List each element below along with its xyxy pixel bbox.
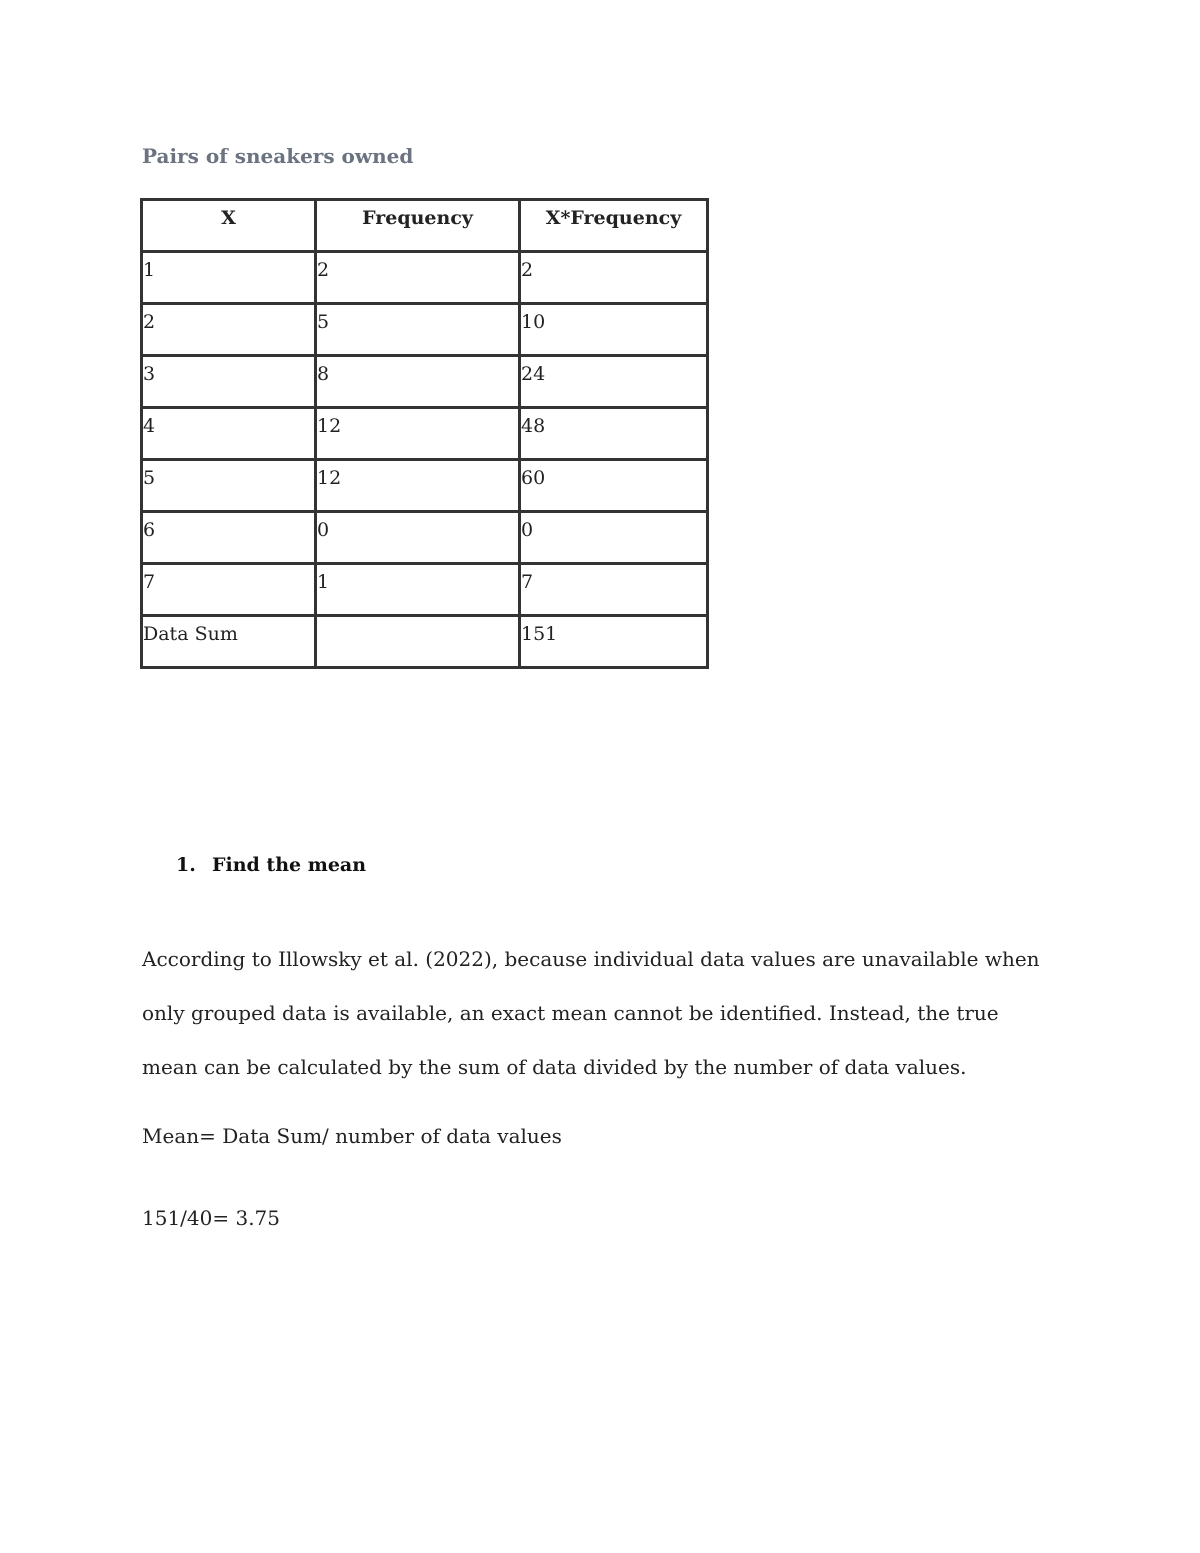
section-number: 1. [176,854,196,876]
header-x: X [142,200,316,252]
cell-frequency: 8 [316,356,520,408]
table-row [142,356,708,408]
cell-product: 10 [520,304,708,356]
table-row [142,512,708,564]
table-caption: Pairs of sneakers owned [142,144,414,168]
cell-product: 48 [520,408,708,460]
cell-frequency: 2 [316,252,520,304]
table-row-data-sum [142,616,708,668]
table-row [142,252,708,304]
body-paragraph: According to Illowsky et al. (2022), because individual data values are unavailable when only grouped data is available, an exact mean cannot be identified. Instead, the true mean can be calculated by the sum of data divided by the number of data values. [142,947,1040,1079]
cell-product: 0 [520,512,708,564]
cell-x: 6 [142,512,316,564]
frequency-table [140,198,709,669]
section-heading [176,854,366,876]
cell-sum-value: 151 [520,616,708,668]
cell-frequency: 12 [316,408,520,460]
cell-x: 3 [142,356,316,408]
cell-frequency: 5 [316,304,520,356]
cell-frequency: 12 [316,460,520,512]
cell-empty [316,616,520,668]
mean-formula: Mean= Data Sum/ number of data values [142,1124,562,1148]
mean-calculation: 151/40= 3.75 [142,1206,281,1230]
table-row [142,564,708,616]
table-row [142,408,708,460]
cell-frequency: 0 [316,512,520,564]
cell-x: 5 [142,460,316,512]
cell-frequency: 1 [316,564,520,616]
cell-product: 2 [520,252,708,304]
table-header-row [142,200,708,252]
table-row [142,304,708,356]
cell-product: 60 [520,460,708,512]
table-row [142,460,708,512]
cell-product: 24 [520,356,708,408]
section-title: Find the mean [212,854,367,876]
cell-x: 7 [142,564,316,616]
cell-product: 7 [520,564,708,616]
cell-x: 2 [142,304,316,356]
header-x-times-frequency: X*Frequency [520,200,708,252]
cell-x: 4 [142,408,316,460]
cell-x: 1 [142,252,316,304]
cell-sum-label: Data Sum [142,616,316,668]
header-frequency: Frequency [316,200,520,252]
